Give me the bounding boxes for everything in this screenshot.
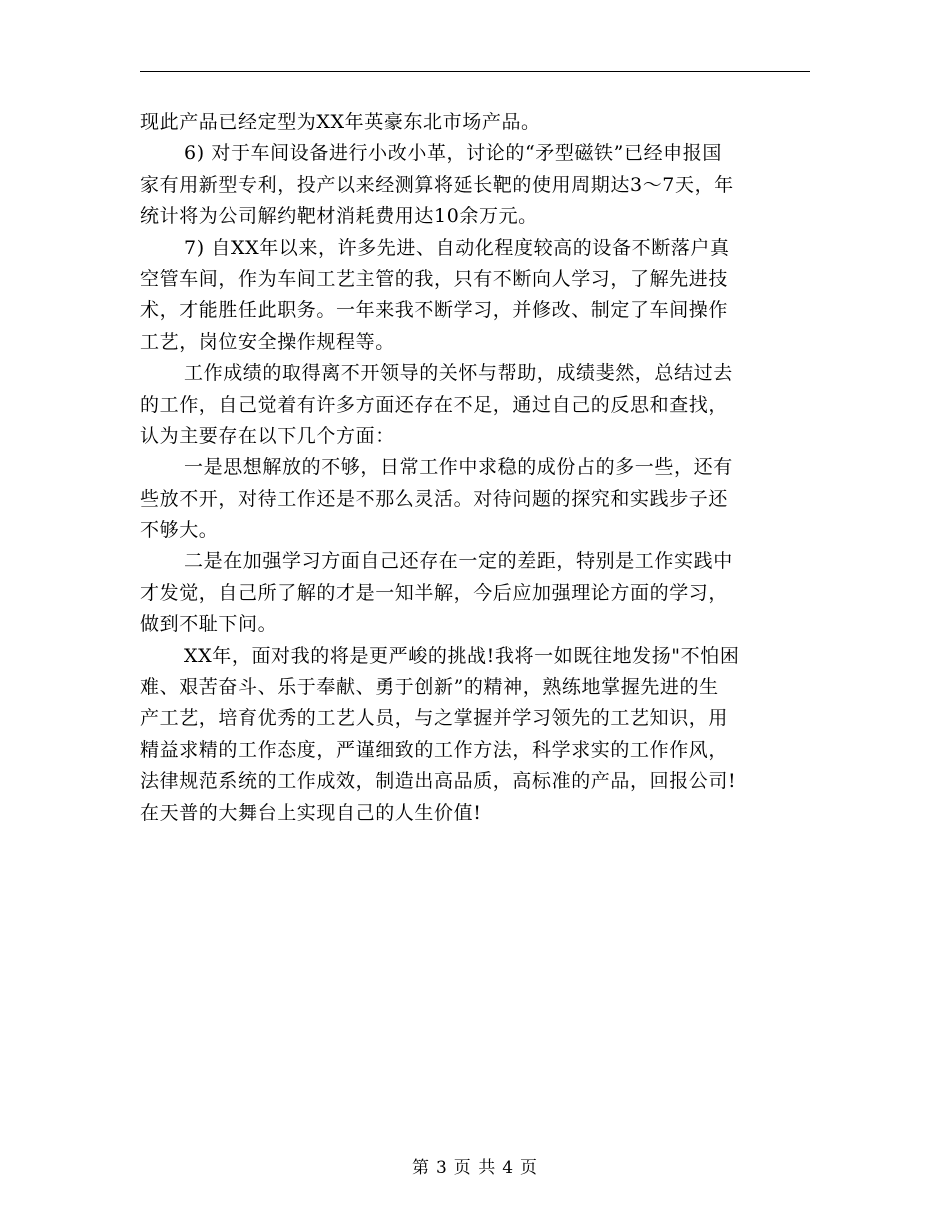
text-line: 统计将为公司解约靶材消耗费用达10余万元。 — [140, 205, 538, 228]
text-line: 6) 对于车间设备进行小改小革，讨论的“矛型磁铁”已经申报国 — [184, 142, 722, 165]
header-divider — [140, 71, 810, 72]
text-line: 二是在加强学习方面自己还存在一定的差距，特别是工作实践中 — [184, 550, 733, 573]
page-label-suffix: 页 — [520, 1158, 539, 1178]
text-line: 工艺，岗位安全操作规程等。 — [140, 330, 395, 353]
text-line: 的工作，自己觉着有许多方面还存在不足，通过自己的反思和查找， — [140, 393, 729, 416]
text-line: 不够大。 — [140, 519, 219, 542]
text-line: 认为主要存在以下几个方面： — [140, 424, 395, 447]
text-line: 难、艰苦奋斗、乐于奉献、勇于创新”的精神，熟练地掌握先进的生 — [140, 676, 719, 699]
text-line: 工作成绩的取得离不开领导的关怀与帮助，成绩斐然，总结过去 — [184, 362, 733, 385]
text-line: 精益求精的工作态度，严谨细致的工作方法，科学求实的工作作风， — [140, 738, 729, 761]
text-line: 空管车间，作为车间工艺主管的我，只有不断向人学习，了解先进技 — [140, 267, 729, 290]
page-label-mid: 页 共 — [453, 1158, 497, 1178]
text-line: 产工艺，培育优秀的工艺人员，与之掌握并学习领先的工艺知识，用 — [140, 707, 729, 730]
page-footer — [0, 1153, 950, 1178]
text-line: 才发觉，自己所了解的才是一知半解，今后应加强理论方面的学习， — [140, 581, 729, 604]
text-line: 家有用新型专利，投产以来经测算将延长靶的使用周期达3～7天，年 — [140, 173, 734, 196]
text-line: 些放不开，对待工作还是不那么灵活。对待问题的探究和实践步子还 — [140, 487, 729, 510]
text-line: 法律规范系统的工作成效，制造出高品质，高标准的产品，回报公司! — [140, 770, 737, 793]
page-label-prefix: 第 — [411, 1158, 430, 1178]
text-line: 7) 自XX年以来，许多先进、自动化程度较高的设备不断落户真 — [184, 236, 730, 259]
document-body — [140, 107, 812, 829]
text-line: 在天普的大舞台上实现自己的人生价值! — [140, 801, 482, 824]
current-page-number: 3 — [435, 1158, 448, 1178]
text-line: XX年，面对我的将是更严峻的挑战!我将一如既往地发扬"不怕困 — [184, 644, 740, 667]
total-pages-number: 4 — [502, 1158, 515, 1178]
text-line: 现此产品已经定型为XX年英豪东北市场产品。 — [140, 111, 541, 133]
text-line: 做到不耻下问。 — [140, 613, 278, 636]
text-line: 一是思想解放的不够，日常工作中求稳的成份占的多一些，还有 — [184, 456, 733, 479]
text-line: 术，才能胜任此职务。一年来我不断学习，并修改、制定了车间操作 — [140, 299, 729, 322]
